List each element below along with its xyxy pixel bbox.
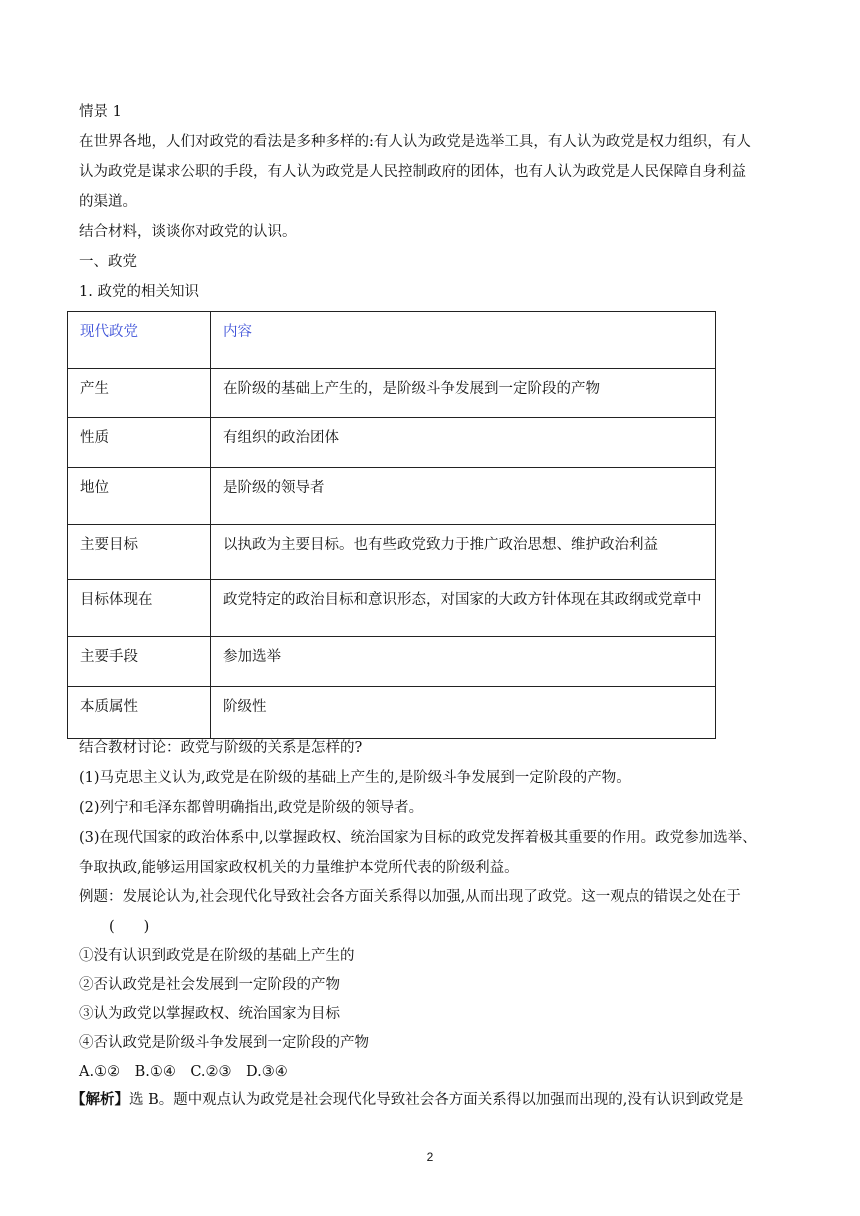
question: 结合材料，谈谈你对政党的认识。	[79, 224, 297, 240]
scenario-line: 在世界各地，人们对政党的看法是多种多样的:有人认为政党是选举工具，有人认为政党是权力组织，有人	[79, 134, 751, 150]
table-cell: 本质属性	[68, 687, 211, 739]
example-choices: A.①② B.①④ C.②③ D.③④	[79, 1064, 288, 1080]
table-cell: 产生	[68, 369, 211, 418]
table-header-cell: 内容	[211, 312, 716, 369]
table-cell: 有组织的政治团体	[211, 418, 716, 468]
example-blank: ( )	[109, 919, 150, 935]
example-option: ④否认政党是阶级斗争发展到一定阶段的产物	[79, 1035, 369, 1051]
example-option: ①没有认识到政党是在阶级的基础上产生的	[79, 948, 355, 964]
table-row	[68, 525, 716, 580]
table-cell: 地位	[68, 468, 211, 525]
table-header-row	[68, 312, 716, 369]
knowledge-table	[67, 311, 716, 739]
discussion-point: (1)马克思主义认为,政党是在阶级的基础上产生的,是阶级斗争发展到一定阶段的产物。	[79, 770, 631, 786]
analysis-text: 选 B。题中观点认为政党是社会现代化导致社会各方面关系得以加强而出现的,没有认识到政党是	[129, 1092, 744, 1108]
analysis-label: 【解析】	[71, 1091, 129, 1108]
discussion-point: (3)在现代国家的政治体系中,以掌握政权、统治国家为目标的政党发挥着极其重要的作用。政党参加选举、	[79, 830, 757, 846]
table-header-cell: 现代政党	[68, 312, 211, 369]
table-cell: 政党特定的政治目标和意识形态，对国家的大政方针体现在其政纲或党章中	[211, 580, 716, 637]
example-analysis	[71, 1090, 743, 1110]
discussion-prompt: 结合教材讨论：政党与阶级的关系是怎样的?	[79, 740, 363, 756]
table-row	[68, 418, 716, 468]
discussion-point: (2)列宁和毛泽东都曾明确指出,政党是阶级的领导者。	[79, 800, 424, 816]
example-stem: 例题：发展论认为,社会现代化导致社会各方面关系得以加强,从而出现了政党。这一观点的错误之处在于	[79, 889, 741, 905]
table-row	[68, 468, 716, 525]
table-row	[68, 687, 716, 739]
example-option: ②否认政党是社会发展到一定阶段的产物	[79, 977, 340, 993]
table-row	[68, 637, 716, 687]
table-cell: 性质	[68, 418, 211, 468]
table-row	[68, 369, 716, 418]
table-cell: 目标体现在	[68, 580, 211, 637]
table-cell: 在阶级的基础上产生的，是阶级斗争发展到一定阶段的产物	[211, 369, 716, 418]
subsection-heading: 1. 政党的相关知识	[79, 284, 199, 300]
table-cell: 以执政为主要目标。也有些政党致力于推广政治思想、维护政治利益	[211, 525, 716, 580]
table-cell: 阶级性	[211, 687, 716, 739]
page-number: 2	[426, 1150, 434, 1164]
section-heading: 一、政党	[79, 254, 137, 270]
scenario-line: 认为政党是谋求公职的手段，有人认为政党是人民控制政府的团体，也有人认为政党是人民保障自身利益	[79, 164, 746, 180]
example-option: ③认为政党以掌握政权、统治国家为目标	[79, 1006, 340, 1022]
scenario-title: 情景 1	[79, 104, 122, 120]
table-cell: 主要手段	[68, 637, 211, 687]
table-cell: 是阶级的领导者	[211, 468, 716, 525]
scenario-line: 的渠道。	[79, 194, 137, 210]
table-cell: 参加选举	[211, 637, 716, 687]
discussion-point: 争取执政,能够运用国家政权机关的力量维护本党所代表的阶级利益。	[79, 860, 519, 876]
table-row	[68, 580, 716, 637]
table-cell: 主要目标	[68, 525, 211, 580]
